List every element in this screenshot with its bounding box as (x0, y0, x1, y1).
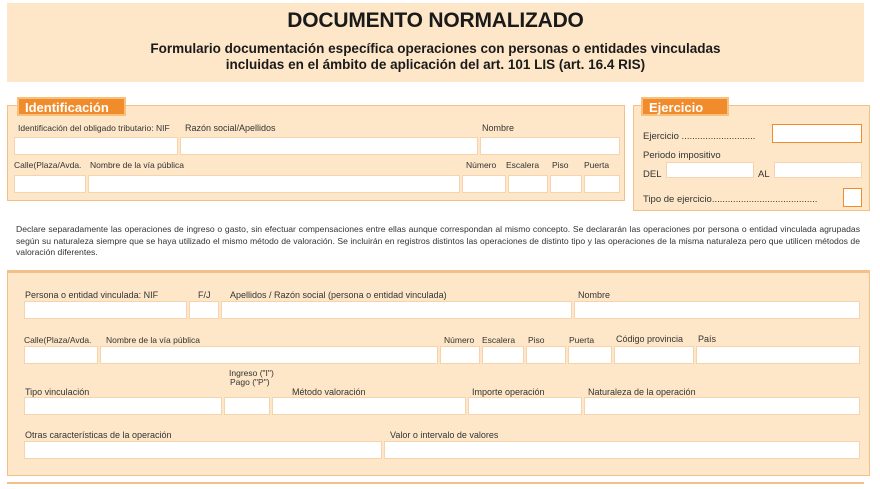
nombre-label: Nombre (482, 123, 515, 133)
via-op-label: Nombre de la vía pública (106, 335, 201, 345)
tipo-ejercicio-field[interactable] (843, 188, 862, 207)
persona-nif-label: Persona o entidad vinculada: NIF (25, 290, 159, 300)
operacion-panel (7, 270, 870, 476)
document-header (7, 3, 864, 82)
calle-op-label: Calle(Plaza/Avda. (24, 335, 92, 345)
document-title: DOCUMENTO NORMALIZADO (287, 9, 584, 32)
puerta-field[interactable] (584, 175, 620, 193)
via-label: Nombre de la vía pública (90, 160, 185, 170)
calle-field[interactable] (14, 175, 86, 193)
escalera-field[interactable] (508, 175, 548, 193)
puerta-op-label: Puerta (569, 335, 595, 345)
valor-intervalo-label: Valor o intervalo de valores (390, 430, 499, 440)
ingreso-label: Ingreso ("I") (229, 368, 274, 378)
escalera-op-label: Escalera (482, 335, 516, 345)
del-label: DEL (643, 169, 662, 180)
periodo-label: Periodo impositivo (643, 150, 721, 161)
otras-caracteristicas-field[interactable] (24, 441, 382, 459)
via-op-field[interactable] (100, 346, 438, 364)
identificacion-panel (7, 105, 625, 201)
fj-label: F/J (198, 290, 211, 300)
ejercicio-label: Ejercicio ............................ (643, 131, 756, 142)
tipo-vinculacion-field[interactable] (24, 397, 222, 415)
puerta-op-field[interactable] (568, 346, 612, 364)
ejercicio-tab: Ejercicio (641, 97, 729, 116)
periodo-al-field[interactable] (774, 162, 862, 178)
piso-field[interactable] (550, 175, 582, 193)
valor-intervalo-field[interactable] (384, 441, 860, 459)
otras-caracteristicas-label: Otras características de la operación (25, 430, 172, 440)
apellidos-label: Apellidos / Razón social (persona o entidad vinculada) (230, 290, 447, 300)
apellidos-field[interactable] (221, 301, 572, 319)
pais-field[interactable] (696, 346, 860, 364)
numero-label: Número (466, 160, 497, 170)
calle-label: Calle(Plaza/Avda. (14, 160, 82, 170)
naturaleza-field[interactable] (584, 397, 860, 415)
subtitle-line-1: Formulario documentación específica operaciones con personas o entidades vinculadas (150, 41, 721, 56)
metodo-label: Método valoración (292, 387, 366, 397)
instructions-text: Declare separadamente las operaciones de ingreso o gasto, sin efectuar compensaciones entre ellas aunque correspondan al mismo concepto. Se declararán las operaciones por persona o entidad vinculada agrupadas según su naturaleza siempre que se haya utilizado el mismo método de valoración. Se incluirán en registros distintos las operaciones de distinto tipo y las operaciones de la misma naturaleza pero que utilicen métodos de valoración diferentes. (16, 224, 860, 257)
fj-field[interactable] (189, 301, 219, 319)
identificacion-tab: Identificación (17, 97, 126, 116)
provincia-label: Código provincia (616, 334, 684, 344)
escalera-op-field[interactable] (482, 346, 524, 364)
calle-op-field[interactable] (24, 346, 98, 364)
numero-op-field[interactable] (440, 346, 480, 364)
nif-field[interactable] (14, 137, 178, 155)
nombre-op-label: Nombre (578, 290, 611, 300)
nif-label: Identificación del obligado tributario: NIF (18, 123, 170, 133)
provincia-field[interactable] (614, 346, 694, 364)
piso-op-field[interactable] (526, 346, 566, 364)
pago-label: Pago ("P") (230, 377, 270, 387)
pais-label: País (698, 334, 717, 344)
numero-field[interactable] (462, 175, 506, 193)
document-subtitle (7, 41, 864, 73)
ingreso-pago-field[interactable] (224, 397, 270, 415)
importe-label: Importe operación (472, 387, 545, 397)
tipo-vinculacion-label: Tipo vinculación (25, 387, 90, 397)
razon-social-field[interactable] (180, 137, 478, 155)
nombre-field[interactable] (480, 137, 620, 155)
piso-op-label: Piso (528, 335, 545, 345)
tipo-ejercicio-label: Tipo de ejercicio........................................ (643, 194, 818, 205)
piso-label: Piso (552, 160, 569, 170)
al-label: AL (758, 169, 770, 180)
metodo-field[interactable] (272, 397, 466, 415)
persona-nif-field[interactable] (24, 301, 187, 319)
subtitle-line-2: incluidas en el ámbito de aplicación del art. 101 LIS (art. 16.4 RIS) (225, 57, 646, 72)
via-field[interactable] (88, 175, 460, 193)
nombre-op-field[interactable] (574, 301, 860, 319)
razon-social-label: Razón social/Apellidos (185, 123, 276, 133)
ejercicio-field[interactable] (772, 124, 862, 143)
periodo-del-field[interactable] (666, 162, 754, 178)
bottom-rule (7, 482, 864, 484)
numero-op-label: Número (444, 335, 475, 345)
ejercicio-panel (633, 105, 870, 211)
puerta-label: Puerta (584, 160, 610, 170)
naturaleza-label: Naturaleza de la operación (588, 387, 696, 397)
importe-field[interactable] (468, 397, 582, 415)
escalera-label: Escalera (506, 160, 540, 170)
